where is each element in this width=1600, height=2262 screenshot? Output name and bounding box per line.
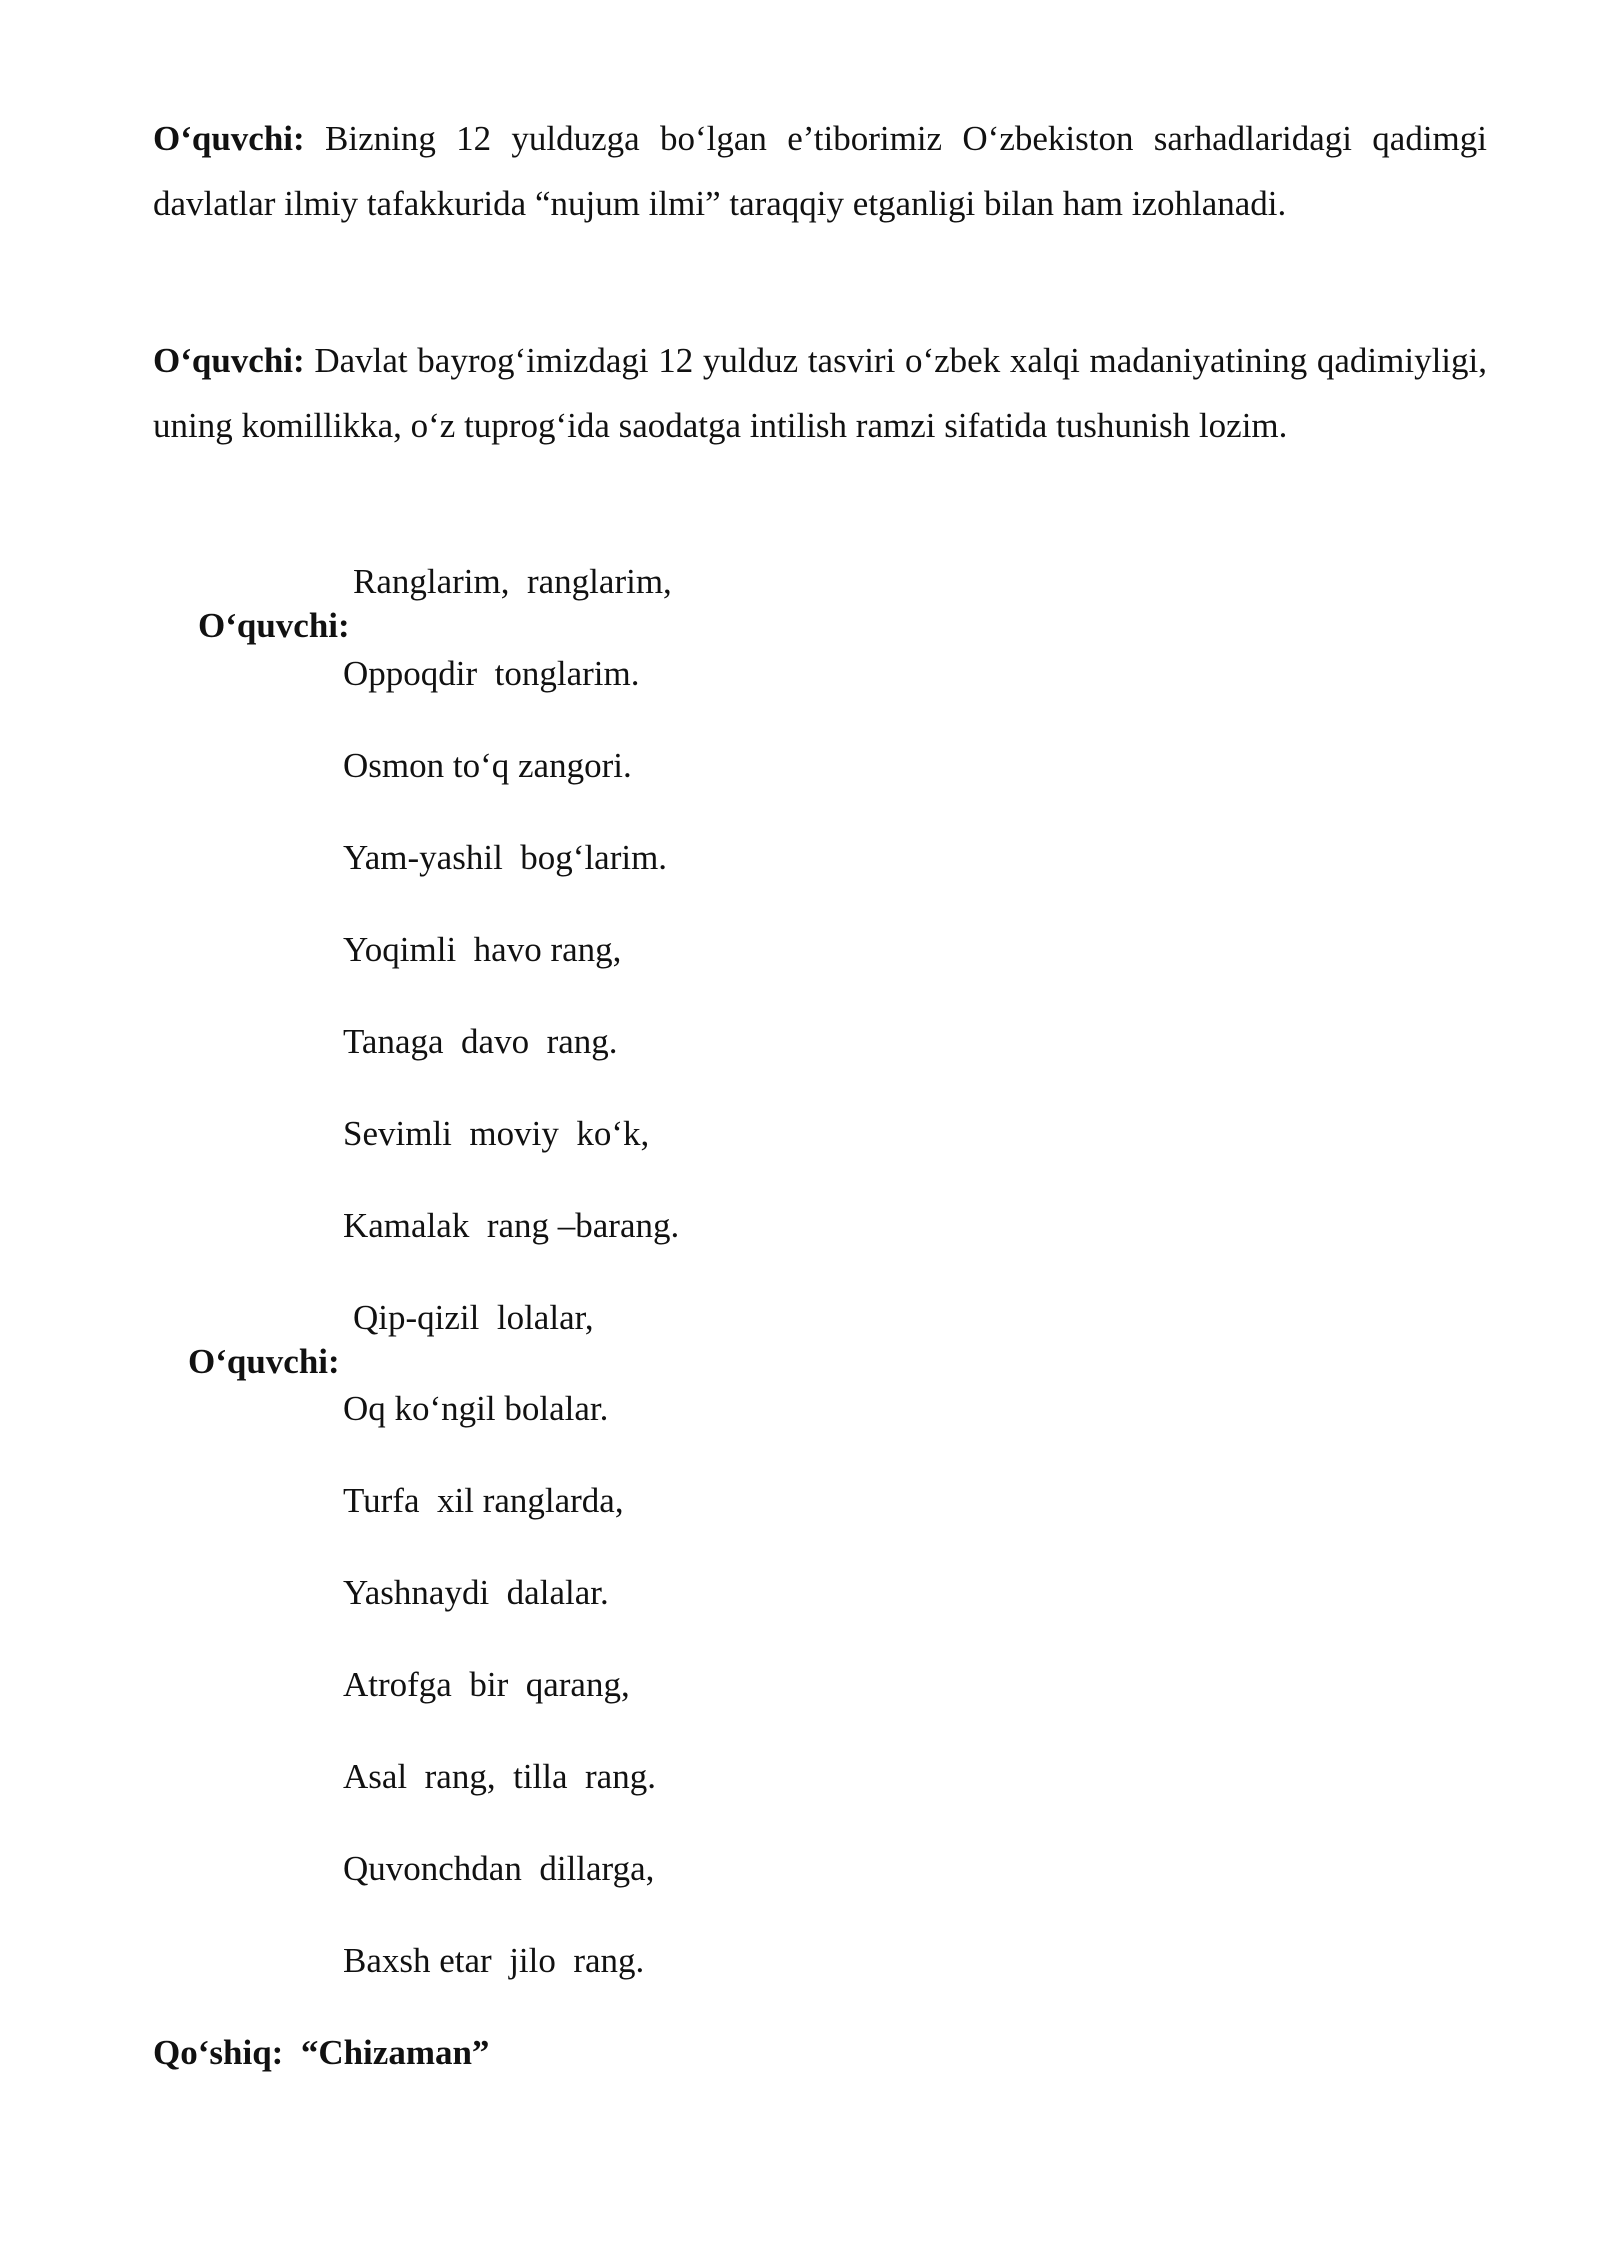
poem-line: Turfa xil ranglarda, [343, 1481, 624, 1520]
poem-2-first-line: Qip-qizil lolalar, [353, 1298, 594, 1337]
poem-line: Atrofga bir qarang, [343, 1665, 630, 1704]
speaker-label: O‘quvchi: [188, 1342, 340, 1381]
poem-line: Yashnaydi dalalar. [343, 1573, 609, 1612]
poem-line: Sevimli moviy ko‘k, [343, 1114, 650, 1153]
poem-1-speaker-row [163, 560, 350, 692]
poem-line: Yoqimli havo rang, [343, 930, 622, 969]
song-heading [153, 2031, 489, 2075]
speaker-label: O‘quvchi: [198, 606, 350, 645]
poem-line: Quvonchdan dillarga, [343, 1849, 655, 1888]
speaker-label: O‘quvchi: [153, 119, 305, 158]
speaker-label: O‘quvchi: [153, 341, 305, 380]
poem-line: Yam-yashil bog‘larim. [343, 838, 668, 877]
song-title: “Chizaman” [300, 2033, 490, 2072]
paragraph-text: Davlat bayrog‘imizdagi 12 yulduz tasviri o‘zbek xalqi madaniyatining qadimiyligi, uning komillikka, o‘z tuprog‘ida saodatga intilish ramzi sifatida tushunish lozim. [153, 341, 1487, 445]
poem-line: Tanaga davo rang. [343, 1022, 618, 1061]
paragraph-2 [153, 328, 1487, 458]
poem-line: Asal rang, tilla rang. [343, 1757, 656, 1796]
poem-1-first-line: Ranglarim, ranglarim, [353, 562, 672, 601]
poem-line: Baxsh etar jilo rang. [343, 1941, 645, 1980]
poem-line: Oppoqdir tonglarim. [343, 654, 640, 693]
poem-line: Osmon to‘q zangori. [343, 746, 632, 785]
song-label: Qo‘shiq: [153, 2033, 284, 2072]
paragraph-1 [153, 106, 1487, 236]
poem-line: Oq ko‘ngil bolalar. [343, 1389, 609, 1428]
poem-2-speaker-row [153, 1296, 340, 1428]
paragraph-text: Bizning 12 yulduzga bo‘lgan e’tiborimiz O‘zbekiston sarhadlaridagi qadimgi davlatlar ilmiy tafakkurida “nujum ilmi” taraqqiy etganligi bilan ham izohlanadi. [153, 119, 1487, 223]
poem-line: Kamalak rang –barang. [343, 1206, 680, 1245]
